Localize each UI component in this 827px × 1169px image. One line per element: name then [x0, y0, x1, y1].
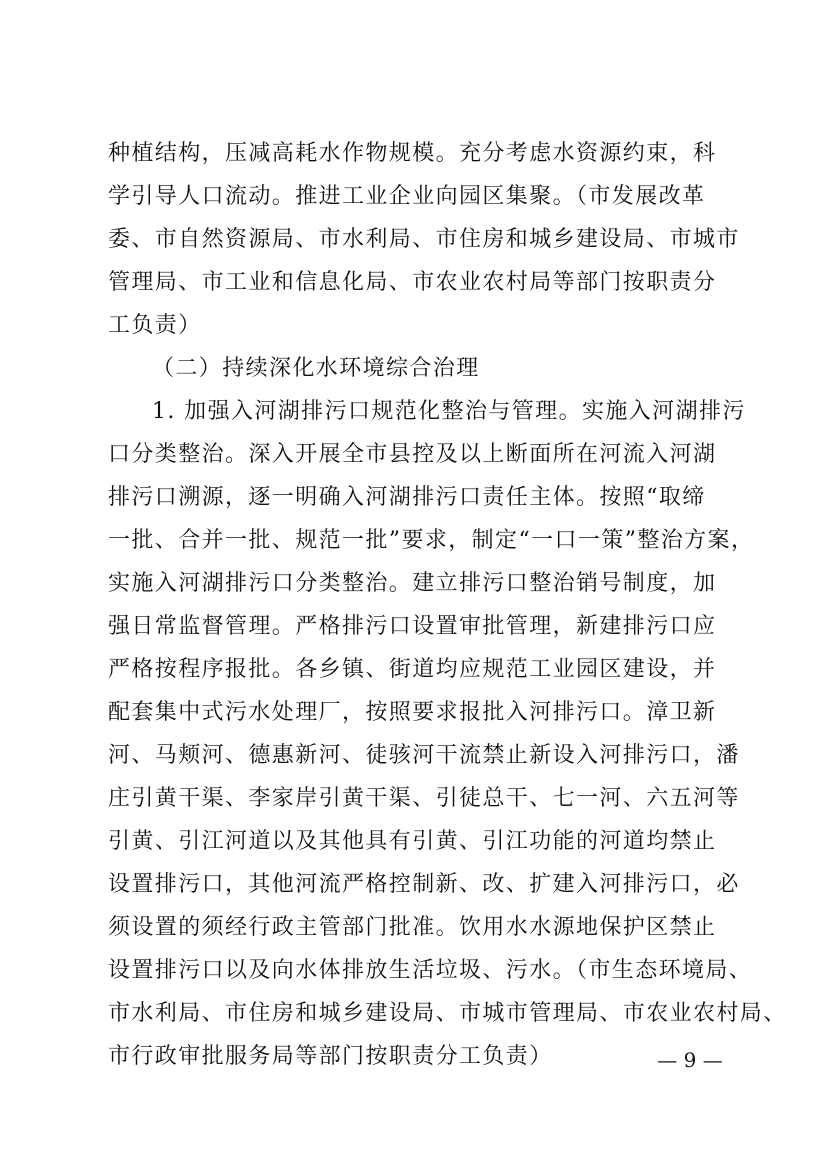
text-line: 口分类整治。深入开展全市县控及以上断面所在河流入河湖	[108, 442, 717, 467]
document-body	[108, 132, 787, 1078]
text-line: 河、马颊河、德惠新河、徒骇河干流禁止新设入河排污口，潘	[108, 743, 740, 768]
text-line: 设置排污口，其他河流严格控制新、改、扩建入河排污口，必	[108, 872, 740, 897]
text-line: 庄引黄干渠、李家岸引黄干渠、引徒总干、七一河、六五河等	[108, 786, 740, 811]
text-line: 市行政审批服务局等部门按职责分工负责）	[108, 1044, 553, 1069]
text-line: 学引导人口流动。推进工业企业向园区集聚。（市发展改革	[108, 184, 706, 209]
text-line: 市水利局、市住房和城乡建设局、市城市管理局、市农业农村局、	[108, 1001, 787, 1026]
text-line: 强日常监督管理。严格排污口设置审批管理，新建排污口应	[108, 614, 717, 639]
numbered-item-heading: 1. 加强入河湖排污口规范化整治与管理。实施入河湖排污	[152, 399, 746, 424]
text-line: 须设置的须经行政主管部门批准。饮用水水源地保护区禁止	[108, 915, 717, 940]
text-line: 实施入河湖排污口分类整治。建立排污口整治销号制度，加	[108, 571, 717, 596]
text-line: 排污口溯源，逐一明确入河湖排污口责任主体。按照“取缔	[108, 485, 706, 510]
text-line: 管理局、市工业和信息化局、市农业农村局等部门按职责分	[108, 270, 717, 295]
text-line: 种植结构，压减高耗水作物规模。充分考虑水资源约束，科	[108, 141, 717, 166]
text-line: 一批、合并一批、规范一批”要求，制定“一口一策”整治方案，	[108, 528, 755, 553]
page-number: — 9 —	[657, 1048, 723, 1072]
text-line: 引黄、引江河道以及其他具有引黄、引江功能的河道均禁止	[108, 829, 717, 854]
text-line: 严格按程序报批。各乡镇、街道均应规范工业园区建设，并	[108, 657, 717, 682]
text-line: 委、市自然资源局、市水利局、市住房和城乡建设局、市城市	[108, 227, 740, 252]
section-heading: （二）持续深化水环境综合治理	[152, 356, 480, 381]
text-line: 设置排污口以及向水体排放生活垃圾、污水。（市生态环境局、	[108, 958, 753, 983]
text-line: 配套集中式污水处理厂，按照要求报批入河排污口。漳卫新	[108, 700, 717, 725]
text-line: 工负责）	[108, 313, 202, 338]
